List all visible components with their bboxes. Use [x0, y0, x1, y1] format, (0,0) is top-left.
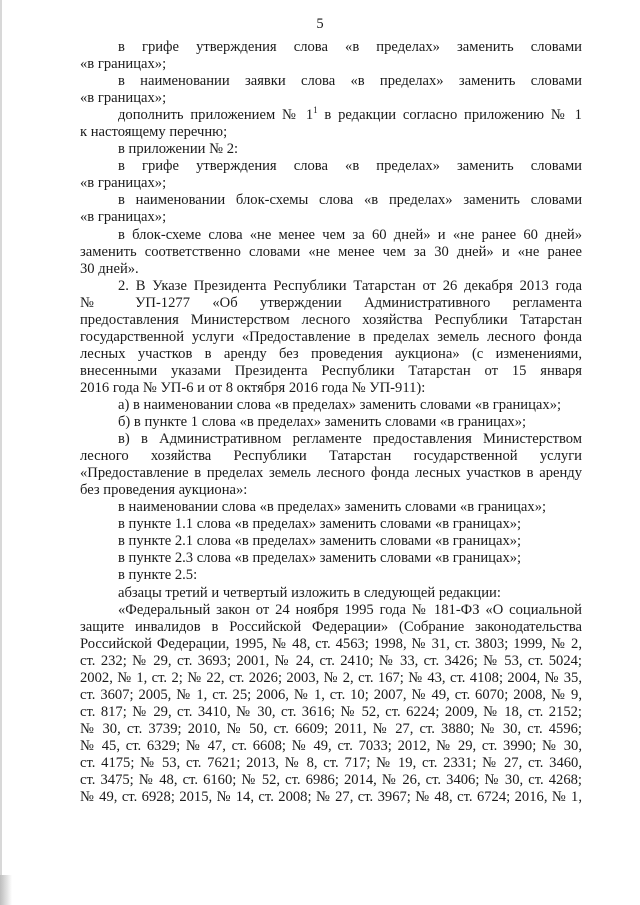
paragraph-prilozhenie-2 [80, 141, 582, 158]
paragraph-federal-law-line [80, 704, 582, 721]
text-line: № 45, ст. 6329; № 47, ст. 6608; № 49, ст. 7033; 2012, № 29, ст. 3990; № 30, [80, 737, 582, 754]
text-line: в наименовании блок-схемы слова «в пределах» заменить словами [118, 192, 582, 209]
text-line: б) в пункте 1 слова «в пределах» заменить словами «в границах»; [118, 414, 527, 431]
paragraph-ukaz-line [80, 346, 582, 363]
paragraph-dni [80, 227, 582, 244]
paragraph-item-a [80, 397, 582, 414]
text-line: в грифе утверждения слова «в пределах» заменить словами [118, 158, 582, 175]
text-line: ст. 3607; 2005, № 1, ст. 25; 2006, № 1, ст. 10; 2007, № 49, ст. 6070; 2008, № 9, [80, 686, 582, 703]
page-number: 5 [316, 16, 324, 32]
text-line: ст. 817; № 29, ст. 3410, № 30, ст. 3616; № 52, ст. 6224; 2009, № 18, ст. 2152; [80, 703, 582, 720]
document-body [80, 39, 582, 806]
text-line: «в границах»; [80, 90, 167, 107]
paragraph-dni-line2 [80, 244, 582, 261]
paragraph-item-v-line [80, 482, 582, 499]
text-line: к настоящему перечню; [80, 124, 228, 141]
paragraph-ukaz [80, 278, 582, 295]
superscript-number: 1 [313, 105, 318, 116]
paragraph-ukaz-line [80, 380, 582, 397]
text-line: в пункте 2.1 слова «в пределах» заменить словами «в границах»; [118, 533, 522, 550]
paragraph-grif [80, 39, 582, 56]
text-line: государственной услуги «Предоставление в пределах земель лесного фонда [80, 328, 582, 345]
paragraph-federal-law-line [80, 687, 582, 704]
paragraph-item-v [80, 431, 582, 448]
paragraph-dni-line3 [80, 261, 582, 278]
paragraph-abzacy [80, 585, 582, 602]
paragraph-federal-law-line [80, 653, 582, 670]
text-line: предоставления Министерством лесного хозяйства Республики Татарстан [80, 311, 582, 328]
paragraph-federal-law-line [80, 670, 582, 687]
text-line: лесных участков в аренду без проведения аукциона» (с изменениями, [80, 345, 582, 362]
text-line: в грифе утверждения слова «в пределах» заменить словами [118, 39, 582, 55]
text-line: дополнить приложением № 1 [118, 107, 314, 124]
paragraph-zayavka [80, 73, 582, 90]
text-line: 2. В Указе Президента Республики Татарстан от 26 декабря 2013 года [118, 277, 582, 294]
paragraph-item-v-line [80, 448, 582, 465]
text-line: заменить соответственно словами «не менее чем за 30 дней» и «не ранее [80, 243, 582, 260]
paragraph-naimenovanie [80, 499, 582, 516]
paragraph-federal-law-line [80, 619, 582, 636]
text-line: абзацы третий и четвертый изложить в следующей редакции: [118, 584, 501, 601]
paragraph-ukaz-line [80, 312, 582, 329]
paragraph-federal-law [80, 602, 582, 619]
text-line: 2016 года № УП-6 и от 8 октября 2016 года № УП-911): [80, 379, 426, 396]
scan-edge-shadow [0, 0, 2, 905]
text-line: ст. 232; № 29, ст. 3693; 2001, № 24, ст. 2410; № 33, ст. 3426; № 53, ст. 5024; [80, 652, 582, 669]
text-line: в наименовании заявки слова «в пределах» заменить словами [118, 73, 582, 90]
paragraph-grif-2-cont [80, 175, 582, 192]
text-line: в наименовании слова «в пределах» заменить словами «в границах»; [118, 499, 547, 516]
text-line: в редакции согласно приложению № 1 [317, 107, 582, 124]
paragraph-item-v-line [80, 465, 582, 482]
paragraph-blok-skhema-cont [80, 209, 582, 226]
paragraph-punkt-2-1 [80, 533, 582, 550]
paragraph-grif-cont [80, 56, 582, 73]
text-line: а) в наименовании слова «в пределах» заменить словами «в границах»; [118, 396, 562, 413]
paragraph-zayavka-cont [80, 90, 582, 107]
text-line: защите инвалидов в Российской Федерации» (Собрание законодательства [80, 618, 582, 635]
text-line: ст. 3475; № 48, ст. 6160; № 52, ст. 6986; 2014, № 26, ст. 3406; № 30, ст. 4268; [80, 772, 582, 789]
text-line: в пункте 2.5: [118, 567, 198, 584]
paragraph-federal-law-line [80, 738, 582, 755]
paragraph-ukaz-line [80, 295, 582, 312]
paragraph-prilozhenie-1-cont [80, 124, 582, 141]
text-line: Российской Федерации, 1995, № 48, ст. 4563; 1998, № 31, ст. 3803; 1999, № 2, [80, 635, 582, 652]
paragraph-punkt-2-5 [80, 567, 582, 584]
text-line: 2002, № 1, ст. 2; № 22, ст. 2026; 2003, № 2, ст. 167; № 43, ст. 4108; 2004, № 35, [80, 669, 582, 686]
text-line: в) в Административном регламенте предоставления Министерством [118, 431, 582, 448]
text-line: в пункте 2.3 слова «в пределах» заменить словами «в границах»; [118, 550, 522, 567]
paragraph-prilozhenie-1 [80, 107, 582, 124]
text-line: «в границах»; [80, 56, 167, 73]
paragraph-federal-law-line [80, 789, 582, 806]
paragraph-federal-law-line [80, 721, 582, 738]
text-line: «Предоставление в пределах земель лесного фонда лесных участков в аренду [80, 465, 582, 482]
text-line: «Федеральный закон от 24 ноября 1995 года № 181-ФЗ «О социальной [118, 601, 582, 618]
paragraph-punkt-1-1 [80, 516, 582, 533]
text-line: «в границах»; [80, 209, 167, 226]
text-line: без проведения аукциона»: [80, 482, 248, 499]
scan-corner-shadow [0, 875, 12, 905]
text-line: в приложении № 2: [118, 141, 239, 158]
text-line: № УП-1277 «Об утверждении Административного регламента [80, 294, 582, 311]
paragraph-item-b [80, 414, 582, 431]
text-line: лесного хозяйства Республики Татарстан государственной услуги [80, 448, 582, 465]
text-line: 30 дней». [80, 260, 139, 277]
text-line: ст. 4175; № 53, ст. 7621; 2013, № 8, ст. 717; № 19, ст. 2331; № 27, ст. 3460, [80, 754, 582, 771]
text-line: № 30, ст. 3739; 2010, № 50, ст. 6609; 2011, № 27, ст. 3880; № 30, ст. 4596; [80, 720, 582, 737]
text-line: «в границах»; [80, 175, 167, 192]
paragraph-ukaz-line [80, 363, 582, 380]
text-line: № 49, ст. 6928; 2015, № 14, ст. 2008; № 27, ст. 3967; № 48, ст. 6724; 2016, № 1, [80, 789, 582, 806]
paragraph-grif-2 [80, 158, 582, 175]
paragraph-punkt-2-3 [80, 550, 582, 567]
paragraph-federal-law-line [80, 772, 582, 789]
text-line: в блок-схеме слова «не менее чем за 60 дней» и «не ранее 60 дней» [118, 226, 582, 243]
text-line: в пункте 1.1 слова «в пределах» заменить словами «в границах»; [118, 516, 522, 533]
paragraph-blok-skhema [80, 192, 582, 209]
paragraph-federal-law-line [80, 636, 582, 653]
paragraph-ukaz-line [80, 329, 582, 346]
text-line: внесенными указами Президента Республики Татарстан от 15 января [80, 362, 582, 379]
paragraph-federal-law-line [80, 755, 582, 772]
